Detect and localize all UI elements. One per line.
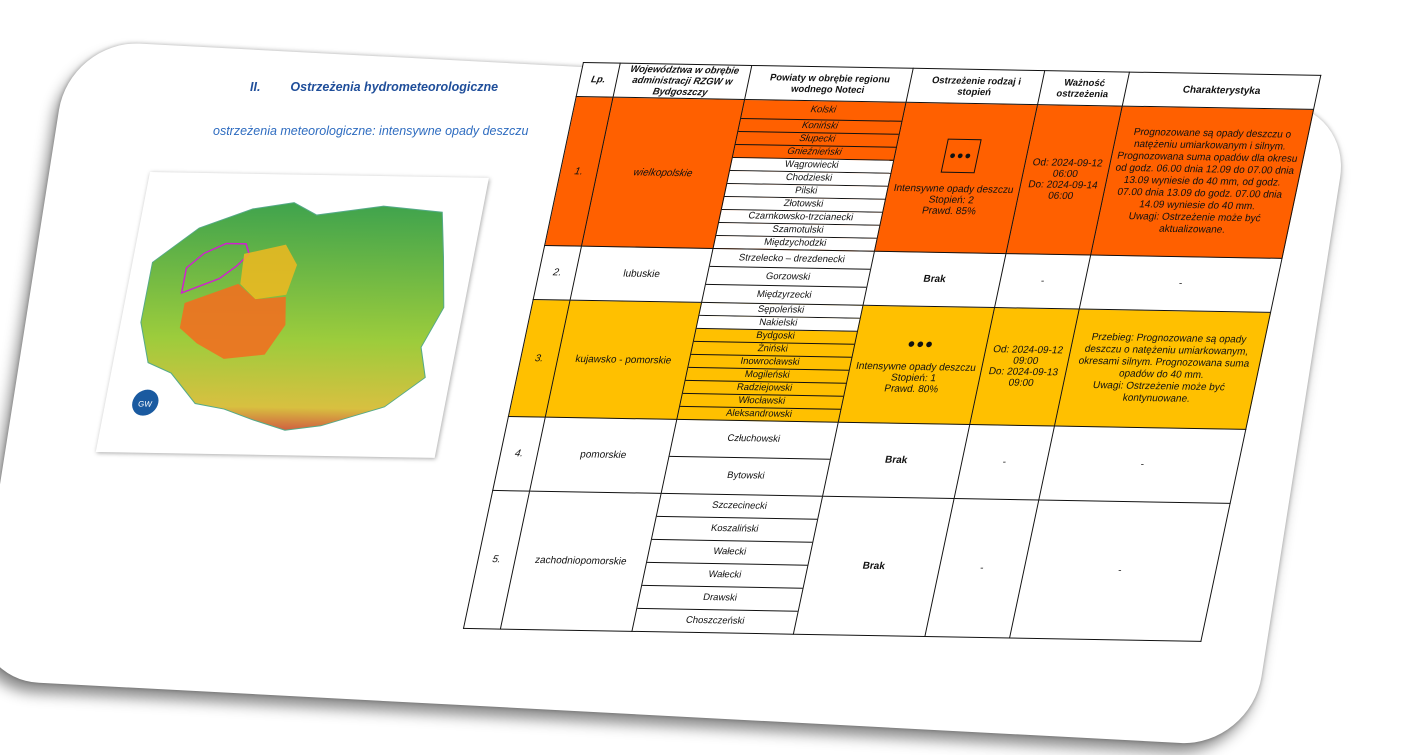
powiat-cell: Szamotulski <box>716 223 879 239</box>
powiat-cell: Bytowski <box>726 469 766 482</box>
powiat-cell: Włocławski <box>680 394 843 410</box>
powiat-cell: Wałecki <box>642 563 807 589</box>
rain-drops-icon: ●●● <box>940 139 981 174</box>
rain-drops-icon: ●●● <box>906 335 936 351</box>
table-row: 5. zachodniopomorskie Szczecinecki Koszaliński Wałecki Wałecki Drawski Choszczeński Brak - - <box>464 490 1231 641</box>
powiat-cell: Międzychodzki <box>714 236 877 251</box>
powiat-cell: Radziejowski <box>683 381 846 397</box>
powiat-cell: Człuchowski <box>669 420 837 460</box>
powiat-cell: Międzyrzecki <box>755 288 813 301</box>
table-row: 4. pomorskie Człuchowski Bytowski Brak - - <box>493 416 1246 503</box>
poland-warning-map <box>96 172 489 458</box>
powiat-cell: Mogileński <box>685 368 848 384</box>
powiat-cell: Chodzieski <box>727 171 890 187</box>
powiat-cell: Złotowski <box>722 197 885 213</box>
powiat-cell: Inowrocławski <box>688 355 851 371</box>
powiat-cell: Czarnkowsko-trzcianecki <box>719 210 882 226</box>
powiat-cell: Nakielski <box>696 316 859 332</box>
powiat-cell: Wałecki <box>647 540 812 566</box>
table-row: 2. lubuskie Strzelecko – drezdenecki Gorzowski Międzyrzecki Brak - - <box>533 245 1282 312</box>
powiat-cell: Gnieźnieński <box>733 145 896 161</box>
powiat-cell: Bydgoski <box>694 329 857 345</box>
powiat-cell: Koszaliński <box>652 517 817 543</box>
powiat-cell: Koniński <box>738 119 901 135</box>
powiat-cell: Gorzowski <box>706 267 870 288</box>
powiat-cell: Kolski <box>741 100 905 122</box>
powiat-cell: Drawski <box>637 586 802 612</box>
powiat-cell: Sępoleński <box>699 303 862 319</box>
powiat-cell: Wągrowiecki <box>730 158 893 174</box>
powiat-cell: Pilski <box>724 184 887 200</box>
powiat-cell: Słupecki <box>735 132 898 148</box>
powiat-cell: Choszczeński <box>684 614 746 627</box>
warnings-table: Lp. Województwa w obrębie administracji RZGW w Bydgoszczy Powiaty w obrębie regionu wodnego Noteci Ostrzeżenie rodzaj i stopień Ważność ostrzeżenia Charakterystyka 1. wielkopolskie Kolski Koniński Słupecki Gnieźnieński Wągrowiecki Chodzieski Pilski Złotowski Czarnkowsko-trzcianecki Szamotulski Międzychodzki ●●● Intensywne opady deszczu Stopień: 2 Prawd. 85% Od: 2024-09-12 06:00 Do: 2024-09-14 06:00 Prognozowane są opady deszczu o natężeniu umiarkowanym i silnym. Prognozowana suma opadów dla okresu od godz. 06.00 dnia 12.09 do 07.00 dnia 13.09 wyniesie do 40 mm, od godz. 07.00 dnia 13.09 do godz. 07.00 dnia 14.09 wyniesie do 40 mm. Uwagi: Ostrzeżenie może być aktualizowane. 2. lubuskie Strzelecko – drezdenecki Gorzowski Międzyrzecki Brak - - 3. kujawsko - pomorskie Sępoleński Nakielski Bydgoski Żniński Inowrocławski Mogileński Radziejowski Włocławski Aleksandrowski ●●● Intensywne opady deszczu Stopień: 1 Prawd. 80% Od: 2024-09-12 09:00 Do: 2024-09-13 09:00 Przebieg: Prognozowane są opady deszczu o natężeniu umiarkowanym, okresami silnym. Prognozowana suma opadów do 40 mm. Uwagi: Ostrzeżenie może być kontynuowane. 4. pomorskie Człuchowski Bytowski Brak - - 5. zachodniopomorskie Szczecinecki Koszaliński Wałecki Wałecki Drawski Choszczeński Brak - - <box>463 62 1321 642</box>
section-subtitle: ostrzeżenia meteorologiczne: intensywne opady deszczu <box>213 124 529 138</box>
powiat-cell: Strzelecko – drezdenecki <box>710 249 874 270</box>
powiat-cell: Szczecinecki <box>657 494 822 520</box>
powiat-cell: Aleksandrowski <box>724 407 794 420</box>
section-title: II. Ostrzeżenia hydrometeorologiczne <box>250 80 499 94</box>
table-row: 3. kujawsko - pomorskie Sępoleński Nakielski Bydgoski Żniński Inowrocławski Mogileński Radziejowski Włocławski Aleksandrowski ●●● Intensywne opady deszczu Stopień: 1 Prawd. 80% Od: 2024-09-12 09:00 Do: 2024-09-13 09:00 Przebieg: Prognozowane są opady deszczu o natężeniu umiarkowanym, okresami silnym. Prognozowana suma opadów do 40 mm. Uwagi: Ostrzeżenie może być kontynuowane. <box>508 299 1270 429</box>
table-row: 1. wielkopolskie Kolski Koniński Słupecki Gnieźnieński Wągrowiecki Chodzieski Pilski Złotowski Czarnkowsko-trzcianecki Szamotulski Międzychodzki ●●● Intensywne opady deszczu Stopień: 2 Prawd. 85% Od: 2024-09-12 06:00 Do: 2024-09-14 06:00 Prognozowane są opady deszczu o natężeniu umiarkowanym i silnym. Prognozowana suma opadów dla okresu od godz. 06.00 dnia 12.09 do 07.00 dnia 13.09 wyniesie do 40 mm, od godz. 07.00 dnia 13.09 do godz. 07.00 dnia 14.09 wyniesie do 40 mm. Uwagi: Ostrzeżenie może być aktualizowane. <box>545 97 1314 259</box>
powiaty-list <box>713 99 906 251</box>
powiat-cell: Żniński <box>691 342 854 358</box>
svg-text:GW: GW <box>137 399 153 409</box>
